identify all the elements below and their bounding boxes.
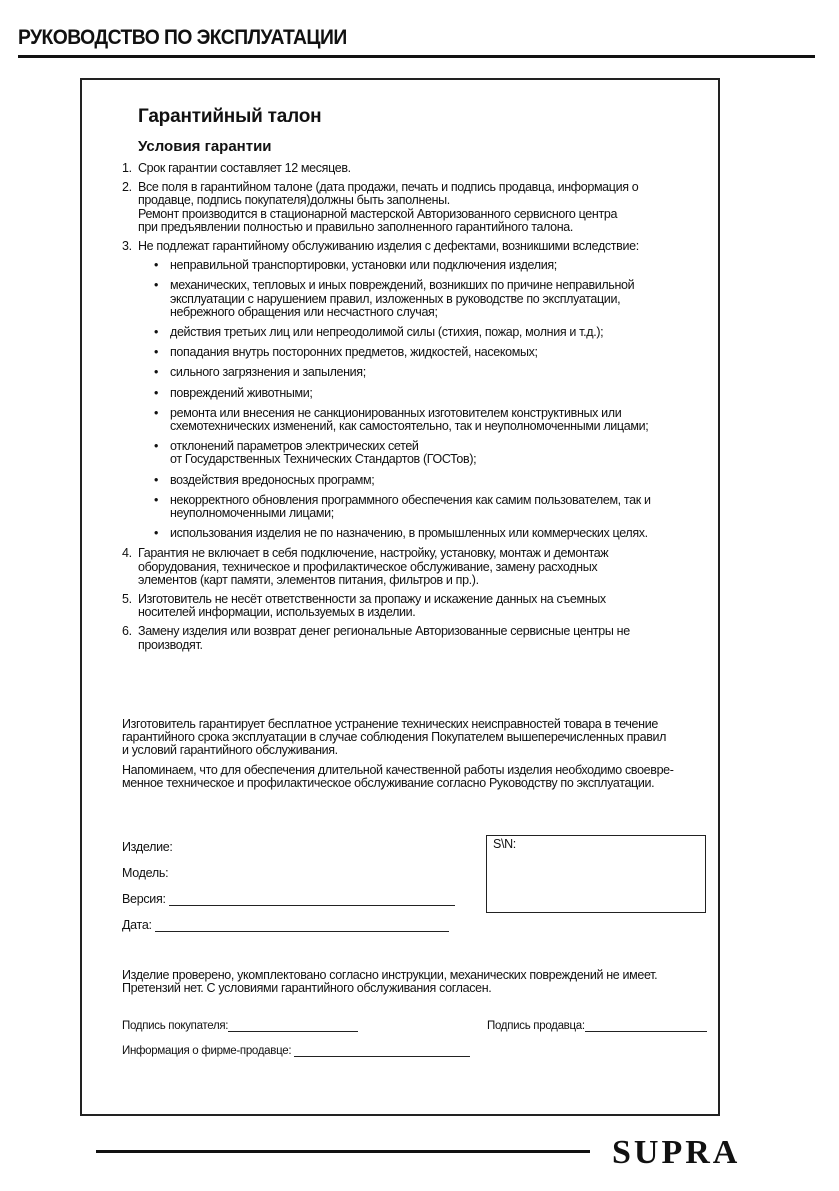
paragraph-line: менное техническое и профилактическое обслуживание согласно Руководству по эксплуатации. [122,775,655,790]
term-item-3 [122,240,712,540]
bullet-icon: • [154,472,159,487]
bullet-item [154,407,712,433]
verification-statement [122,969,722,995]
seller-signature-line[interactable] [585,1019,707,1032]
firm-info-field[interactable] [122,1044,470,1057]
term-line: Замену изделия или возврат денег региональные Авторизованные сервисные центры не [138,624,630,639]
term-number: 6. [122,624,132,639]
term-number: 4. [122,546,132,561]
paragraph-line: Напоминаем, что для обеспечения длительной качественной работы изделия необходимо своевре- [122,762,674,777]
term-line: Все поля в гарантийном талоне (дата продажи, печать и подпись продавца, информация о [138,180,639,195]
version-line[interactable] [169,893,455,906]
term-line: продавце, подпись покупателя)должны быть заполнены. [138,193,450,208]
term-number: 2. [122,180,132,195]
paragraph-line: гарантийного срока эксплуатации в случае соблюдения Покупателем вышеперечисленных правил [122,730,667,745]
bullet-line: неуполномоченными лицами; [170,506,334,521]
exclusion-list [154,259,712,540]
supra-logo: SUPRA [612,1134,741,1171]
term-line: производят. [138,637,203,652]
bullet-line: механических, тепловых и иных повреждений, возникших по причине неправильной [170,278,635,293]
verify-line: Претензий нет. С условиями гарантийного обслуживания согласен. [122,981,492,996]
term-line: Срок гарантии составляет 12 месяцев. [138,161,351,175]
date-field[interactable] [122,918,449,932]
buyer-signature-field[interactable] [122,1019,358,1032]
model-label: Модель: [122,866,169,880]
term-line: Гарантия не включает в себя подключение, настройку, установку, монтаж и демонтаж [138,546,609,561]
serial-number-box[interactable] [486,835,706,913]
term-number: 1. [122,161,132,175]
firm-info-line[interactable] [294,1044,470,1057]
bullet-item [154,346,712,359]
bullet-line: схемотехнических изменений, как самостоятельно, так и неуполномоченными лицами; [170,419,649,434]
bullet-icon: • [154,439,159,454]
term-line: при предъявлении полностью и правильно заполненного гарантийного талона. [138,219,574,234]
bullet-line: попадания внутрь посторонних предметов, жидкостей, насекомых; [170,345,538,360]
bullet-icon: • [154,405,159,420]
bullet-item [154,474,712,487]
term-item-5 [122,593,712,619]
bullet-icon: • [154,345,159,360]
term-line: Не подлежат гарантийному обслуживанию изделия с дефектами, возникшими вследствие: [138,239,639,254]
bullet-icon: • [154,526,159,541]
card-title: Гарантийный талон [138,106,322,127]
buyer-signature-line[interactable] [228,1019,358,1032]
bullet-item [154,279,712,319]
bullet-line: небрежного обращения или несчастного случая; [170,304,438,319]
version-field[interactable] [122,892,455,906]
term-line: Ремонт производится в стационарной мастерской Авторизованного сервисного центра [138,206,618,221]
bullet-item [154,387,712,400]
paragraph-line: Изготовитель гарантирует бесплатное устранение технических неисправностей товара в течение [122,717,658,731]
bullet-line: сильного загрязнения и запыления; [170,365,366,380]
footer-rule [96,1150,590,1153]
bullet-line: использования изделия не по назначению, в промышленных или коммерческих целях. [170,526,648,541]
bullet-line: отклонений параметров электрических сетей [170,439,419,454]
term-line: носителей информации, используемых в изделии. [138,605,416,620]
bullet-line: неправильной транспортировки, установки или подключения изделия; [170,258,557,273]
seller-signature-label: Подпись продавца: [487,1020,585,1032]
bullet-item [154,259,712,272]
bullet-line: повреждений животными; [170,385,313,400]
manufacturer-guarantee [122,718,714,758]
warranty-notes [122,718,714,796]
bullet-line: от Государственных Технических Стандартов (ГОСТов); [170,452,477,467]
date-line[interactable] [155,919,449,932]
header-rule [18,55,815,58]
seller-signature-field[interactable] [487,1019,707,1032]
term-item-4 [122,547,712,587]
bullet-line: эксплуатации с нарушением правил, изложенных в руководстве по эксплуатации, [170,291,621,306]
maintenance-reminder [122,764,714,790]
paragraph-line: и условий гарантийного обслуживания. [122,743,338,758]
header-title: РУКОВОДСТВО ПО ЭКСПЛУАТАЦИИ [18,26,347,49]
term-number: 3. [122,239,132,254]
term-number: 5. [122,592,132,607]
date-label: Дата: [122,918,152,932]
terms-list [122,162,712,658]
bullet-icon: • [154,492,159,507]
bullet-icon: • [154,258,159,273]
product-label: Изделие: [122,840,173,854]
bullet-item [154,527,712,540]
bullet-line: некорректного обновления программного обеспечения как самим пользователем, так и [170,492,651,507]
model-field[interactable] [122,866,168,880]
bullet-line: действия третьих лиц или непреодолимой силы (стихия, пожар, молния и т.д.); [170,325,604,340]
term-item-2 [122,181,712,234]
bullet-icon: • [154,278,159,293]
firm-info-label: Информация о фирме-продавце: [122,1045,292,1057]
term-item-1 [122,162,712,175]
bullet-line: ремонта или внесения не санкционированных изготовителем конструктивных или [170,405,622,420]
bullet-item [154,326,712,339]
warranty-card [80,78,720,1116]
bullet-item [154,494,712,520]
conditions-title: Условия гарантии [138,138,272,155]
verify-line: Изделие проверено, укомплектовано согласно инструкции, механических повреждений не имеет. [122,968,658,982]
version-label: Версия: [122,892,166,906]
product-field[interactable] [122,840,173,854]
bullet-item [154,366,712,379]
term-line: Изготовитель не несёт ответственности за пропажу и искажение данных на съемных [138,592,606,607]
bullet-item [154,440,712,466]
bullet-icon: • [154,325,159,340]
bullet-line: воздействия вредоносных программ; [170,472,375,487]
term-item-6 [122,625,712,651]
bullet-icon: • [154,385,159,400]
term-line: оборудования, техническое и профилактическое обслуживание, замену расходных [138,559,598,574]
term-line: элементов (карт памяти, элементов питания, фильтров и пр.). [138,572,479,587]
serial-label: S\N: [493,837,516,851]
buyer-signature-label: Подпись покупателя: [122,1020,229,1032]
bullet-icon: • [154,365,159,380]
